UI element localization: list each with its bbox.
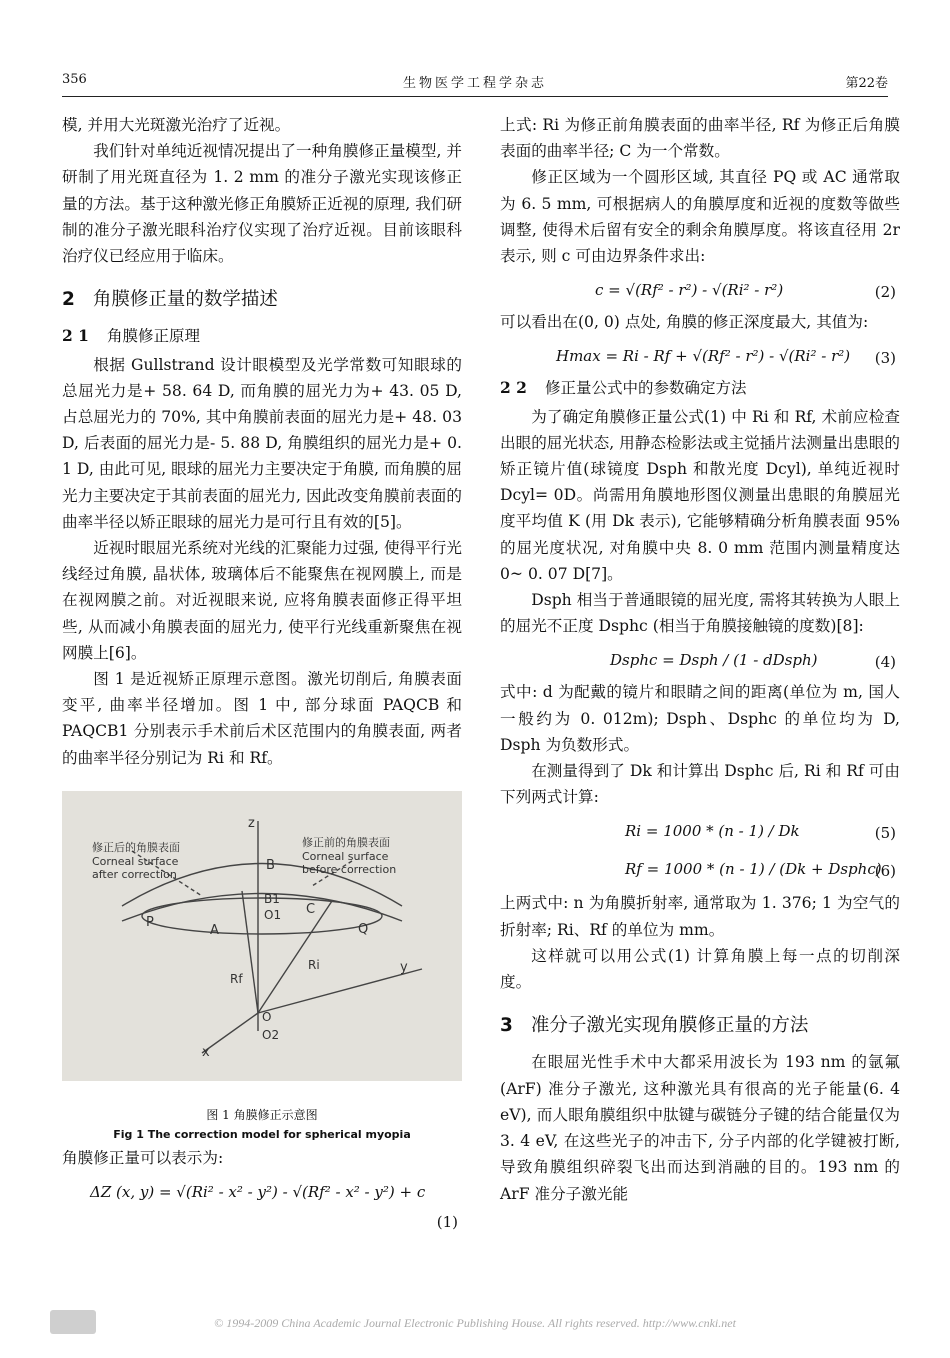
equation-2: c = √(Rf² - r²) - √(Ri² - r²) (2)	[595, 281, 896, 302]
fig-label-after-en2: after correction	[92, 867, 177, 881]
paragraph: 上式: Ri 为修正前角膜表面的曲率半径, Rf 为修正后角膜表面的曲率半径; C 为一个常数。	[500, 116, 900, 161]
fig-label-after-en1: Corneal surface	[92, 854, 179, 868]
paragraph: 式中: d 为配戴的镜片和眼睛之间的距离(单位为 m, 国人一般约为 0. 012m); Dsph、Dsphc 的单位均为 D, Dsph 为负数形式。	[500, 683, 900, 754]
section-heading: 3 准分子激光实现角膜修正量的方法	[500, 1015, 809, 1037]
fig-label-before-en1: Corneal surface	[302, 849, 389, 863]
left-column	[62, 112, 462, 1235]
subsection-heading: 2 1 角膜修正原理	[62, 326, 200, 346]
figure-1	[62, 791, 462, 1081]
rf-line	[242, 891, 258, 1013]
page-number: 356	[62, 72, 87, 87]
fig-B1: B1	[264, 891, 280, 906]
paragraph: 在测量得到了 Dk 和计算出 Dsphc 后, Ri 和 Rf 可由下列两式计算:	[500, 762, 900, 807]
paragraph: 上两式中: n 为角膜折射率, 通常取为 1. 376; 1 为空气的折射率; Ri、Rf 的单位为 mm。	[500, 894, 900, 939]
equation-3: Hmax = Ri - Rf + √(Rf² - r²) - √(Ri² - r²) (3)	[556, 347, 896, 368]
subsection-heading: 2 2 修正量公式中的参数确定方法	[500, 378, 747, 398]
copyright-footer: © 1994-2009 China Academic Journal Electronic Publishing House. All rights reserved. http://www.cnki.net	[214, 1316, 736, 1330]
equation-1: ΔZ (x, y) = √(Ri² - x² - y²) - √(Rf² - x² - y²) + c	[90, 1183, 426, 1202]
paragraph: 我们针对单纯近视情况提出了一种角膜修正量模型, 并研制了用光斑直径为 1. 2 mm 的准分子激光实现该修正量的方法。基于这种激光修正角膜矫正近视的原理, 我们研制的准分子激光眼科治疗仪实现了治疗近视。目前该眼科治疗仪已经应用于临床。	[62, 142, 462, 266]
figure-caption: 图 1 角膜修正示意图 Fig 1 The correction model for spherical myopia	[113, 1107, 411, 1141]
volume-label: 第22卷	[845, 76, 888, 91]
paragraph: 可以看出在(0, 0) 点处, 角膜的修正深度最大, 其值为:	[500, 313, 869, 332]
paragraph: 根据 Gullstrand 设计眼模型及光学常数可知眼球的总屈光力是+ 58. 64 D, 而角膜的屈光力为+ 43. 05 D, 占总屈光力的 70%, 其中角膜前表面的屈光力是+ 48. 03 D, 后表面的屈光力是- 5. 88 D, 角膜组织的屈光力是+ 0. 1 D, 由此可见, 眼球的屈光力主要决定于角膜, 而角膜的屈光力主要决定于其前表面的屈光力, 因此改变角膜前表面的曲率半径以矫正眼球的屈光力是可行且有效的[5]。	[62, 355, 462, 531]
paragraph: 模, 并用大光斑激光治疗了近视。	[62, 116, 291, 134]
fig-C: C	[306, 901, 316, 917]
fig-z: z	[248, 815, 255, 831]
paragraph: 修正区域为一个圆形区域, 其直径 PQ 或 AC 通常取为 6. 5 mm, 可根据病人的角膜厚度和近视的度数等做些调整, 使得术后留有安全的剩余角膜厚度。将该直径用 2r 表示, 则 c 可由边界条件求出:	[500, 168, 900, 266]
fig-A: A	[210, 922, 219, 938]
header-rule	[62, 96, 888, 97]
paragraph: 为了确定角膜修正量公式(1) 中 Ri 和 Rf, 术前应检查出眼的屈光状态, 用静态检影法或主觉插片法测量出患眼的矫正镜片值(球镜度 Dsph 和散光度 Dcyl), 单纯近视时 Dcyl= 0D。尚需用角膜地形图仪测量出患眼的角膜屈光度平均值 K (用 Dk 表示), 它能够精确分析角膜表面 95% 的屈光度状况, 对角膜中央 8. 0 mm 范围内测量精度达 0~ 0. 07 D[7]。	[500, 407, 900, 583]
fig-B: B	[266, 857, 275, 873]
fig-label-before-zh: 修正前的角膜表面	[302, 835, 390, 849]
fig-label-before-en2: before correction	[302, 862, 397, 876]
right-column	[500, 112, 900, 1207]
paragraph: 角膜修正量可以表示为:	[62, 1148, 224, 1167]
journal-title: 生物医学工程学杂志	[402, 76, 547, 91]
equation-4: Dsphc = Dsph / (1 - dDsph) (4)	[610, 651, 896, 672]
equation-5: Ri = 1000 * (n - 1) / Dk (5)	[625, 822, 896, 843]
fig-O: O	[262, 1009, 272, 1024]
equation-number: (1)	[436, 1213, 458, 1232]
section-heading: 2 角膜修正量的数学描述	[62, 289, 278, 311]
fig-O1: O1	[264, 907, 282, 922]
x-axis	[202, 1013, 258, 1053]
treatment-zone	[142, 898, 382, 934]
fig-label-after-zh: 修正后的角膜表面	[92, 840, 180, 854]
paragraph: Dsph 相当于普通眼镜的屈光度, 需将其转换为人眼上的屈光不正度 Dsphc (相当于角膜接触镜的度数)[8]:	[500, 591, 900, 636]
fig-P: P	[146, 914, 154, 930]
fig-Ri: Ri	[308, 957, 320, 972]
fig-Rf: Rf	[230, 971, 243, 986]
paragraph: 近视时眼屈光系统对光线的汇聚能力过强, 使得平行光线经过角膜, 晶状体, 玻璃体后不能聚焦在视网膜上, 而是在视网膜之前。对近视眼来说, 应将角膜表面修正得平坦些, 从而减小角膜表面的屈光力, 使平行光线重新聚焦在视网膜上[6]。	[62, 539, 462, 662]
paragraph: 在眼屈光性手术中大都采用波长为 193 nm 的氩氟(ArF) 准分子激光, 这种激光具有很高的光子能量(6. 4 eV), 而人眼角膜组织中肽键与碳链分子键的结合能量仅为 3. 4 eV, 在这些光子的冲击下, 分子内部的化学键被打断, 导致角膜组织碎裂飞出而达到消融的目的。193 nm 的 ArF 准分子激光能	[500, 1053, 900, 1203]
fig-O2: O2	[262, 1027, 280, 1042]
fig-x: x	[202, 1044, 210, 1060]
figure-diagram	[62, 791, 462, 1081]
fig-y: y	[400, 959, 408, 975]
paragraph: 这样就可以用公式(1) 计算角膜上每一点的切削深度。	[500, 946, 900, 992]
equation-6: Rf = 1000 * (n - 1) / (Dk + Dsphc) (6)	[625, 860, 896, 881]
running-header	[62, 72, 888, 94]
fig-Q: Q	[358, 921, 369, 937]
paragraph: 图 1 是近视矫正原理示意图。激光切削后, 角膜表面变平, 曲率半径增加。图 1 中, 部分球面 PAQCB 和 PAQCB1 分别表示手术前后术区范围内的角膜表面, 两者的曲率半径分别记为 Ri 和 Rf。	[62, 670, 462, 767]
